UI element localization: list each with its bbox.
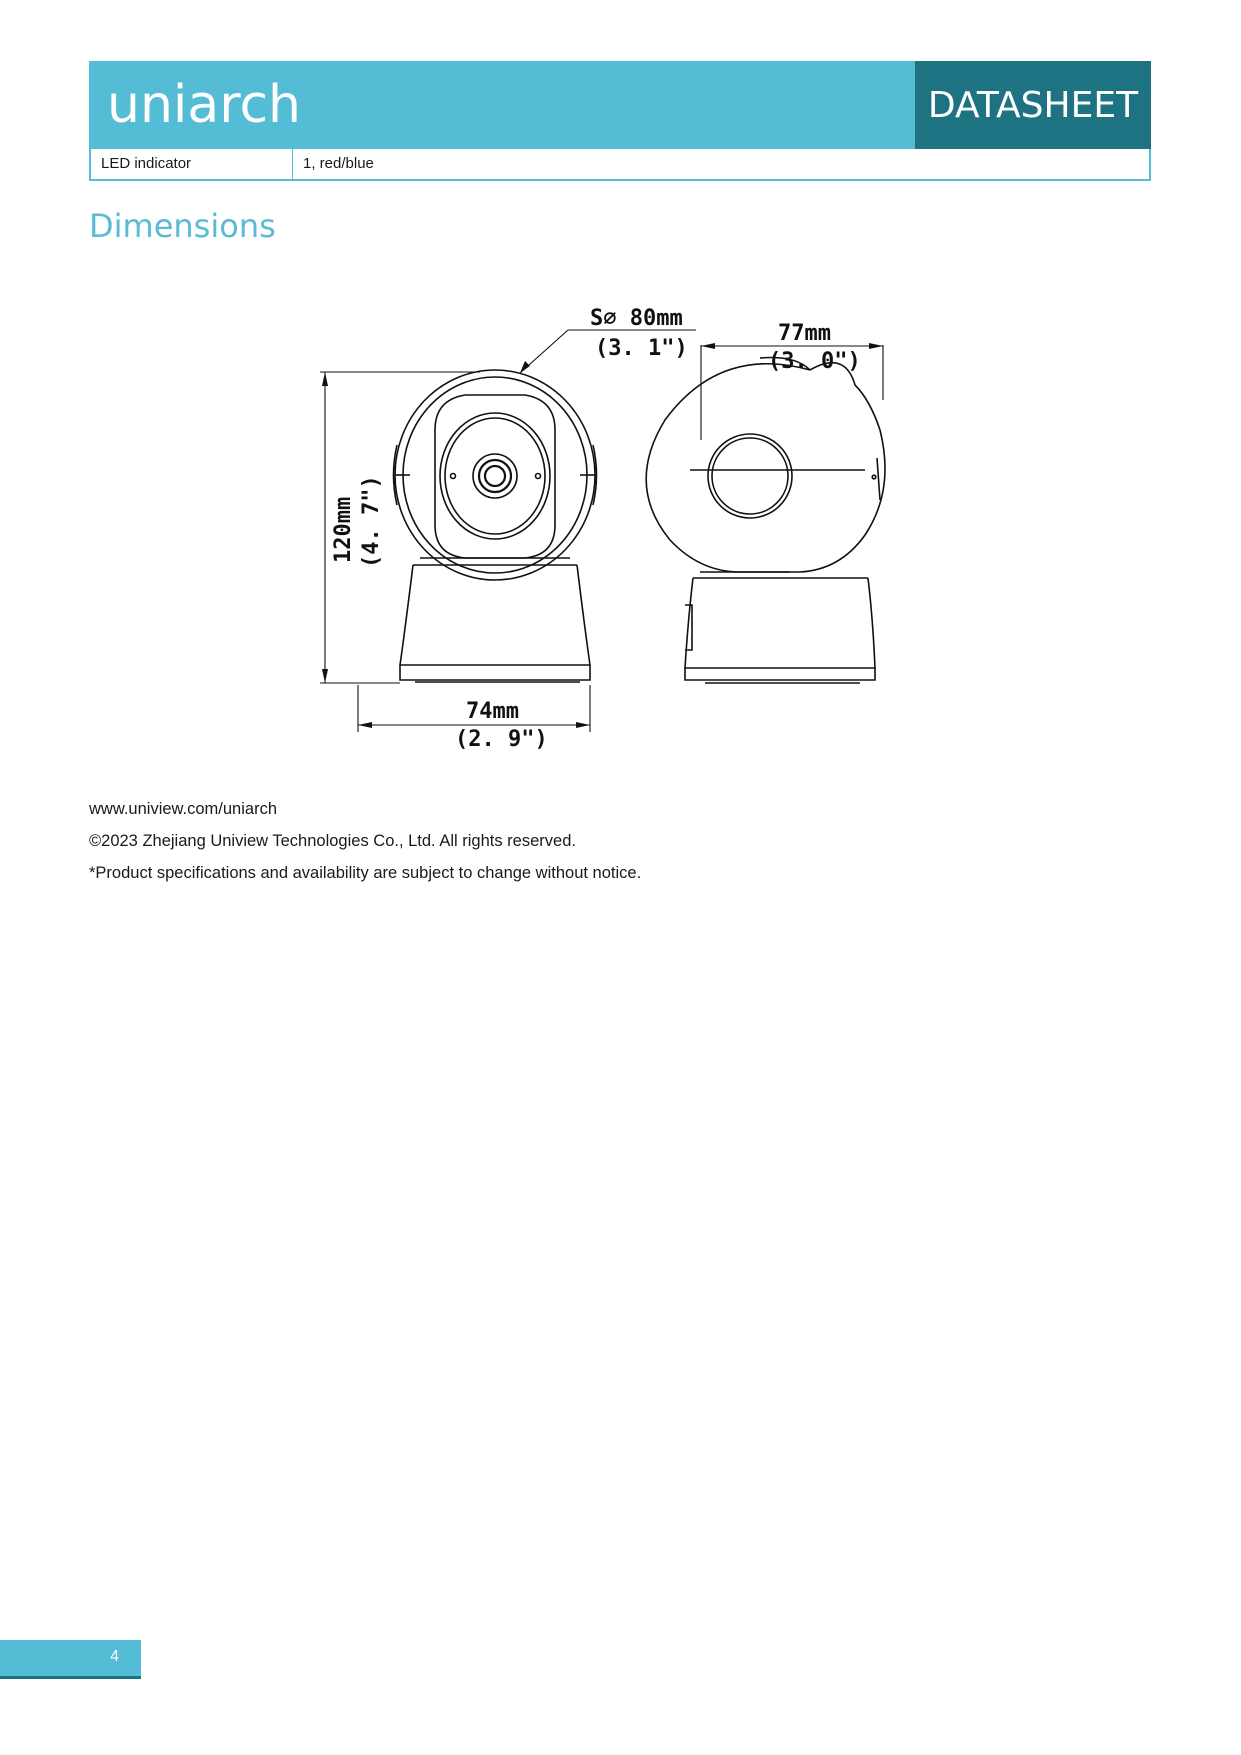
- doc-type-label: DATASHEET: [927, 85, 1139, 126]
- footer-website: www.uniview.com/uniarch: [89, 800, 277, 818]
- spec-value: 1, red/blue: [303, 155, 374, 172]
- width-dim-mm: 74mm: [466, 699, 519, 724]
- height-dim-mm: 120mm: [331, 496, 356, 563]
- depth-dim-in: (3. 0"): [768, 349, 861, 374]
- width-dim-in: (2. 9"): [455, 727, 548, 752]
- footer-copyright: ©2023 Zhejiang Uniview Technologies Co., Ltd. All rights reserved.: [89, 832, 576, 850]
- footer-notice: *Product specifications and availability are subject to change without notice.: [89, 864, 642, 882]
- header-bar: [89, 61, 1151, 149]
- side-view-camera: [646, 358, 885, 684]
- sphere-dim-mm: S∅ 80mm: [590, 306, 683, 331]
- page-number-tab: [0, 1640, 141, 1679]
- front-view-camera: [394, 370, 597, 682]
- page-number: 4: [110, 1648, 119, 1665]
- footer: [89, 793, 641, 889]
- spec-table-row: [89, 149, 1151, 181]
- brand-logo: uniarch: [107, 75, 302, 135]
- height-dim-in: (4. 7"): [359, 475, 384, 568]
- dimension-drawing: [320, 300, 960, 760]
- section-title: Dimensions: [89, 207, 276, 245]
- sphere-dim-in: (3. 1"): [595, 336, 688, 361]
- doc-type-box: [915, 61, 1151, 149]
- spec-label: LED indicator: [91, 149, 293, 179]
- depth-dim-mm: 77mm: [778, 321, 831, 346]
